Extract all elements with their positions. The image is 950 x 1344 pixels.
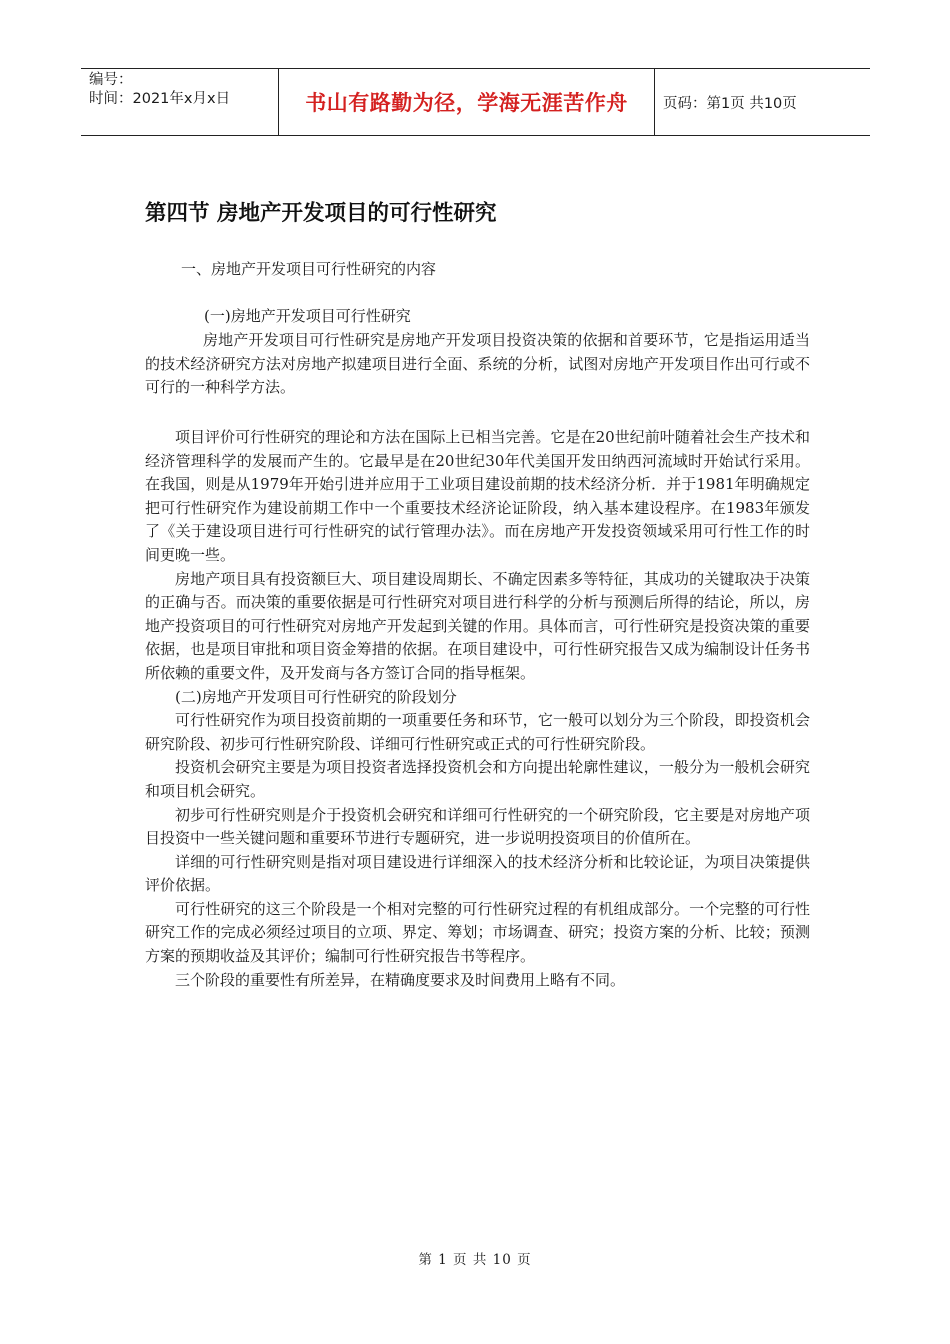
section-title: 第四节 房地产开发项目的可行性研究	[145, 201, 497, 226]
header-motto-cell	[279, 69, 655, 135]
subsection-heading: (二)房地产开发项目可行性研究的阶段划分	[175, 687, 457, 706]
paragraph: 详细的可行性研究则是指对项目建设进行详细深入的技术经济分析和比较论证，为项目决策提供评价依据。	[145, 852, 810, 895]
intro-paragraph-block	[145, 329, 810, 400]
paragraph: 三个阶段的重要性有所差异，在精确度要求及时间费用上略有不同。	[175, 970, 626, 989]
header-motto: 书山有路勤为径，学海无涯苦作舟	[305, 91, 628, 115]
page-footer: 第 1 页 共 10 页	[418, 1252, 532, 1268]
paragraph: 房地产项目具有投资额巨大、项目建设周期长、不确定因素多等特征，其成功的关键取决于决策的正确与否。而决策的重要依据是可行性研究对项目进行科学的分析与预测后所得的结论，所以，房地产投资项目的可行性研究对房地产开发起到关键的作用。具体而言，可行性研究是投资决策的重要依据，也是项目审批和项目资金筹措的依据。在项目建设中，可行性研究报告又成为编制设计任务书所依赖的重要文件，及开发商与各方签订合同的指导框架。	[145, 569, 810, 682]
code-label: 编号：	[89, 72, 133, 88]
paragraph: 可行性研究作为项目投资前期的一项重要任务和环节，它一般可以划分为三个阶段，即投资机会研究阶段、初步可行性研究阶段、详细可行性研究或正式的可行性研究阶段。	[145, 711, 810, 753]
intro-paragraph: 房地产开发项目可行性研究是房地产开发项目投资决策的依据和首要环节，它是指运用适当的技术经济研究方法对房地产拟建项目进行全面、系统的分析，试图对房地产开发项目作出可行或不可行的一种科学方法。	[145, 331, 810, 397]
paragraph: 投资机会研究主要是为项目投资者选择投资机会和方向提出轮廓性建议，一般分为一般机会研究和项目机会研究。	[145, 758, 810, 800]
subsection-heading: (一)房地产开发项目可行性研究	[204, 307, 411, 325]
page-header	[81, 68, 870, 136]
header-meta	[81, 69, 279, 135]
date-label: 时间：2021年x月x日	[89, 91, 231, 107]
paragraph: 项目评价可行性研究的理论和方法在国际上已相当完善。它是在20世纪前叶随着社会生产技术和经济管理科学的发展而产生的。它最早是在20世纪30年代美国开发田纳西河流域时开始试行采用。在我国，则是从1979年开始引进并应用于工业项目建设前期的技术经济分析．并于1981年明确规定把可行性研究作为建设前期工作中一个重要技术经济论证阶段，纳入基本建设程序。在1983年颁发了《关于建设项目进行可行性研究的试行管理办法》。而在房地产开发投资领域采用可行性工作的时间更晚一些。	[145, 428, 810, 564]
header-page-info: 页码：第1页 共10页	[663, 95, 797, 112]
body-paragraphs	[145, 426, 810, 992]
paragraph: 初步可行性研究则是介于投资机会研究和详细可行性研究的一个研究阶段，它主要是对房地产项目投资中一些关键问题和重要环节进行专题研究，进一步说明投资项目的价值所在。	[145, 805, 810, 848]
section-heading: 一、房地产开发项目可行性研究的内容	[181, 260, 437, 278]
paragraph: 可行性研究的这三个阶段是一个相对完整的可行性研究过程的有机组成部分。一个完整的可行性研究工作的完成必须经过项目的立项、界定、筹划；市场调查、研究；投资方案的分析、比较；预测方案的预期收益及其评价；编制可行性研究报告书等程序。	[145, 899, 810, 966]
